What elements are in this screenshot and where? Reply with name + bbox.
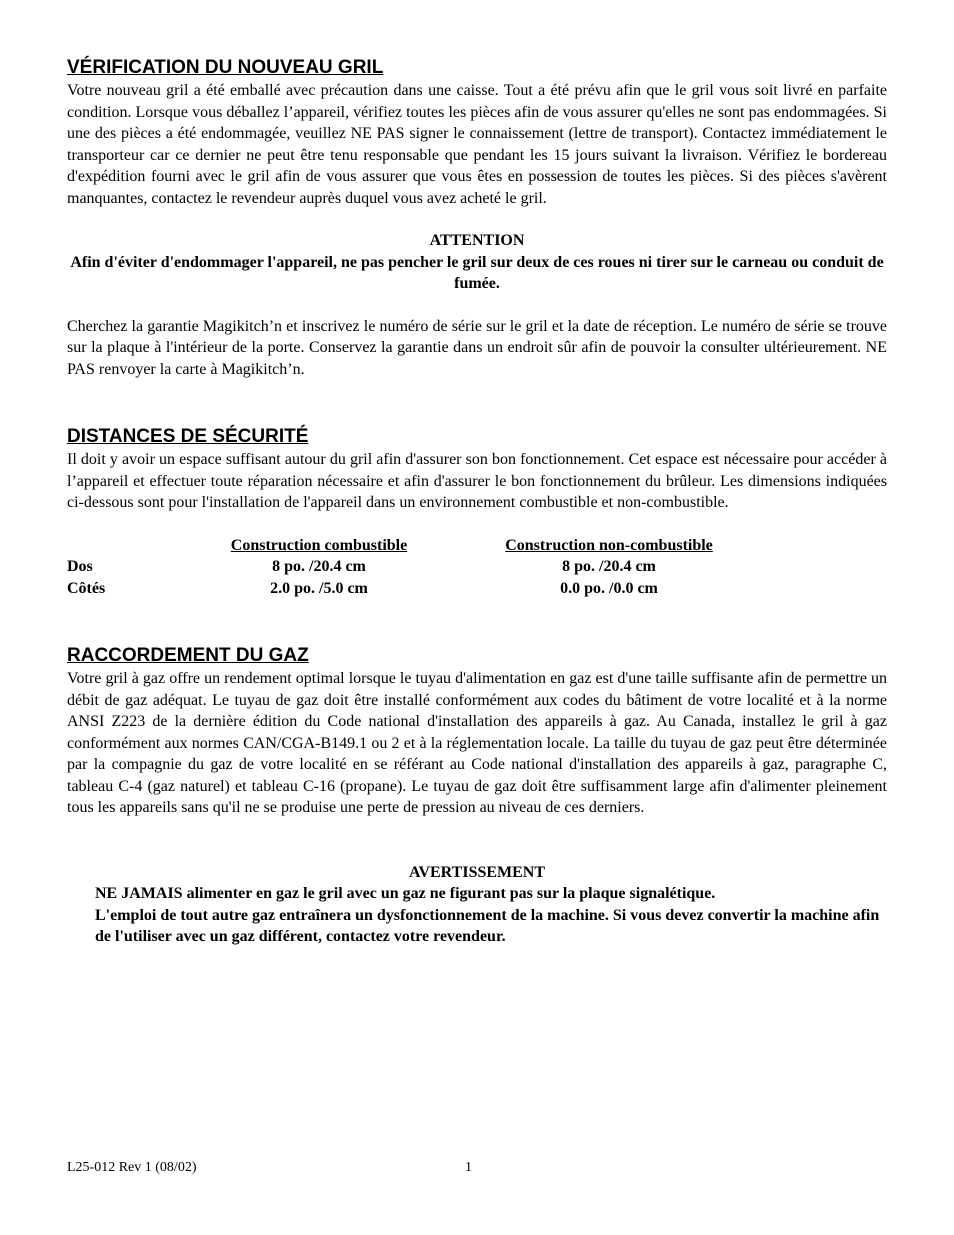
table-row xyxy=(67,556,759,578)
cell-non-combustible: 8 po. /20.4 cm xyxy=(562,558,656,575)
document-page xyxy=(67,56,887,948)
page-number: 1 xyxy=(465,1160,472,1175)
warning-text xyxy=(95,883,887,948)
clearances-table xyxy=(67,535,759,600)
gas-paragraph: Votre gril à gaz offre un rendement optimal lorsque le tuyau d'alimentation en gaz est d'une taille suffisante afin de permettre un débit de gaz adéquat. Le tuyau de gaz doit être installé conformément aux codes du bâtiment de votre localité et à la norme ANSI Z223 de la dernière édition du Code national d'installation des appareils à gaz. Au Canada, installez le gril à gaz conformément aux normes CAN/CGA-B149.1 ou 2 et à la réglementation locale. La taille du tuyau de gaz peut être déterminée par la compagnie du gaz de votre localité en se référant au Code national d'installation des appareils à gaz, paragraphe C, tableau C-4 (gaz naturel) et tableau C-16 (propane). Le tuyau de gaz doit être suffisamment large afin d'alimenter pleinement tous les appareils sans qu'il ne se produise une perte de pression au niveau de ces derniers. xyxy=(67,670,887,816)
attention-text: Afin d'éviter d'endommager l'appareil, ne pas pencher le gril sur deux de ces roues ni tirer sur le carneau ou conduit de fumée. xyxy=(70,253,884,292)
clearances-paragraph: Il doit y avoir un espace suffisant autour du gril afin d'assurer son bon fonctionnement. Cet espace est nécessaire pour accéder à l’appareil et effectuer toute réparation nécessaire et afin d'assurer le bon fonctionnement du brûleur. Les dimensions indiquées ci-dessous sont pour l'installation de l'appareil dans un environnement combustible et non-combustible. xyxy=(67,451,887,511)
verification-paragraph: Votre nouveau gril a été emballé avec précaution dans une caisse. Tout a été prévu afin que le gril vous soit livré en parfaite condition. Lorsque vous déballez l’appareil, vérifiez toutes les pièces afin de vous assurer qu'elles ne sont pas endommagées. Si une des pièces a été endommagée, veuillez NE PAS signer le connaissement (lettre de transport). Contactez immédiatement le transporteur car ce dernier ne peut être tenu responsable que pendant les 15 jours suivant la livraison. Vérifiez le bordereau d'expédition fourni avec le gril afin de vous assurer que vous êtes en possession de toutes les pièces. Si des pièces s'avèrent manquantes, contactez le revendeur auprès duquel vous avez acheté le gril. xyxy=(67,82,887,207)
heading-clearances: DISTANCES DE SÉCURITÉ xyxy=(67,426,309,447)
warning-line-1: NE JAMAIS alimenter en gaz le gril avec un gaz ne figurant pas sur la plaque signalétique. xyxy=(95,885,716,902)
warning-title: AVERTISSEMENT xyxy=(408,863,546,881)
document-code: L25-012 Rev 1 (08/02) xyxy=(67,1160,197,1175)
col-header-combustible: Construction combustible xyxy=(230,536,408,554)
warning-line-2: L'emploi de tout autre gaz entraînera un dysfonctionnement de la machine. Si vous devez convertir la machine afin de l'utiliser avec un gaz différent, contactez votre revendeur. xyxy=(95,906,880,945)
col-header-non-combustible: Construction non-combustible xyxy=(505,536,713,554)
table-row xyxy=(67,578,759,600)
heading-gas: RACCORDEMENT DU GAZ xyxy=(67,645,309,666)
cell-non-combustible: 0.0 po. /0.0 cm xyxy=(560,579,658,597)
attention-title: ATTENTION xyxy=(429,232,525,249)
cell-combustible: 2.0 po. /5.0 cm xyxy=(270,579,368,597)
row-label: Côtés xyxy=(67,579,106,597)
warranty-paragraph: Cherchez la garantie Magikitch’n et inscrivez le numéro de série sur le gril et la date de réception. Le numéro de série se trouve sur la plaque à l'intérieur de la porte. Conservez la garantie dans un endroit sûr afin de pouvoir la consulter ultérieurement. NE PAS renvoyer la carte à Magikitch’n. xyxy=(67,317,887,378)
heading-verification: VÉRIFICATION DU NOUVEAU GRIL xyxy=(67,57,384,78)
cell-combustible: 8 po. /20.4 cm xyxy=(272,558,366,575)
table-header-row xyxy=(67,535,759,557)
row-label: Dos xyxy=(67,558,93,575)
